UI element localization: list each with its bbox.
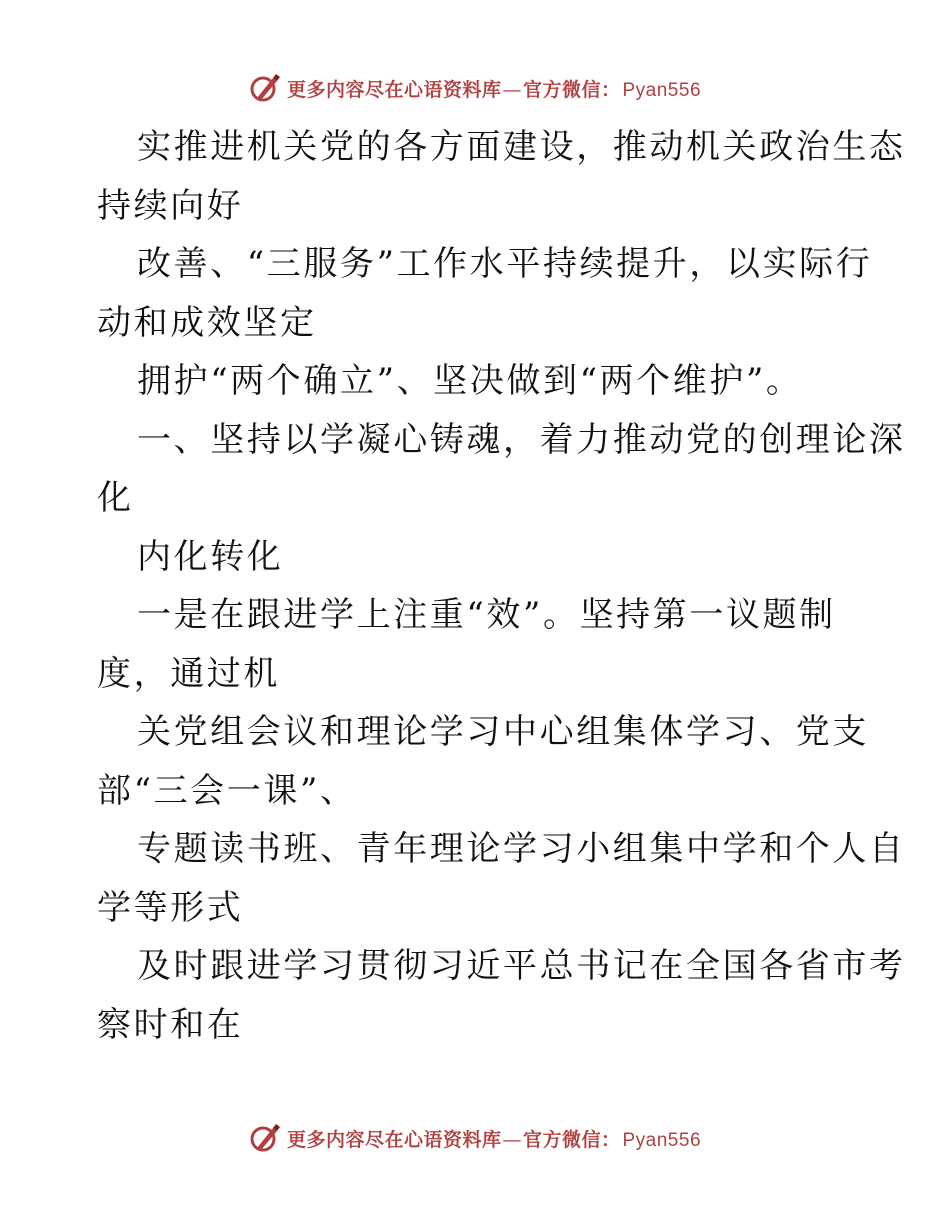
- pen-in-circle-logo-icon: [249, 1122, 281, 1154]
- text-line: 动和成效坚定: [97, 302, 317, 343]
- text-line: 一是在跟进学上注重“效”。坚持第一议题制: [137, 595, 836, 635]
- document-body: [97, 118, 906, 1054]
- watermark-text: [287, 1125, 701, 1152]
- text-line: 内化转化: [137, 536, 284, 577]
- watermark-label: 官方微信：: [522, 1128, 621, 1151]
- watermark-label: 官方微信：: [522, 78, 621, 101]
- watermark-wechat-id: Pyan556: [622, 79, 702, 101]
- text-line: 度，通过机: [97, 653, 280, 694]
- watermark-site: 更多内容尽在心语资料库: [286, 1128, 502, 1151]
- text-line: 专题读书班、青年理论学习小组集中学和个人自: [137, 829, 906, 869]
- text-line: 及时跟进学习贯彻习近平总书记在全国各省市考: [137, 946, 906, 986]
- pen-in-circle-logo-icon: [249, 72, 281, 104]
- watermark-wechat-id: Pyan556: [622, 1129, 702, 1151]
- watermark-separator: —: [502, 78, 522, 101]
- watermark-separator: —: [502, 1128, 522, 1151]
- text-line: 拥护“两个确立”、坚决做到“两个维护”。: [137, 361, 803, 401]
- watermark-site: 更多内容尽在心语资料库: [286, 78, 502, 101]
- text-line: 改善、“三服务”工作水平持续提升，以实际行: [137, 244, 873, 284]
- text-line: 化: [97, 478, 134, 518]
- footer-watermark: [0, 1122, 950, 1154]
- text-line: 学等形式: [97, 887, 244, 928]
- text-line: 关党组会议和理论学习中心组集体学习、党支: [137, 712, 869, 752]
- header-watermark: [0, 72, 950, 104]
- text-line: 一、坚持以学凝心铸魂，着力推动党的创理论深: [137, 419, 906, 460]
- watermark-text: [287, 75, 701, 102]
- text-line: 察时和在: [97, 1004, 244, 1045]
- text-line: 部“三会一课”、: [97, 770, 357, 811]
- text-line: 实推进机关党的各方面建设，推动机关政治生态: [137, 127, 906, 167]
- text-line: 持续向好: [97, 185, 244, 226]
